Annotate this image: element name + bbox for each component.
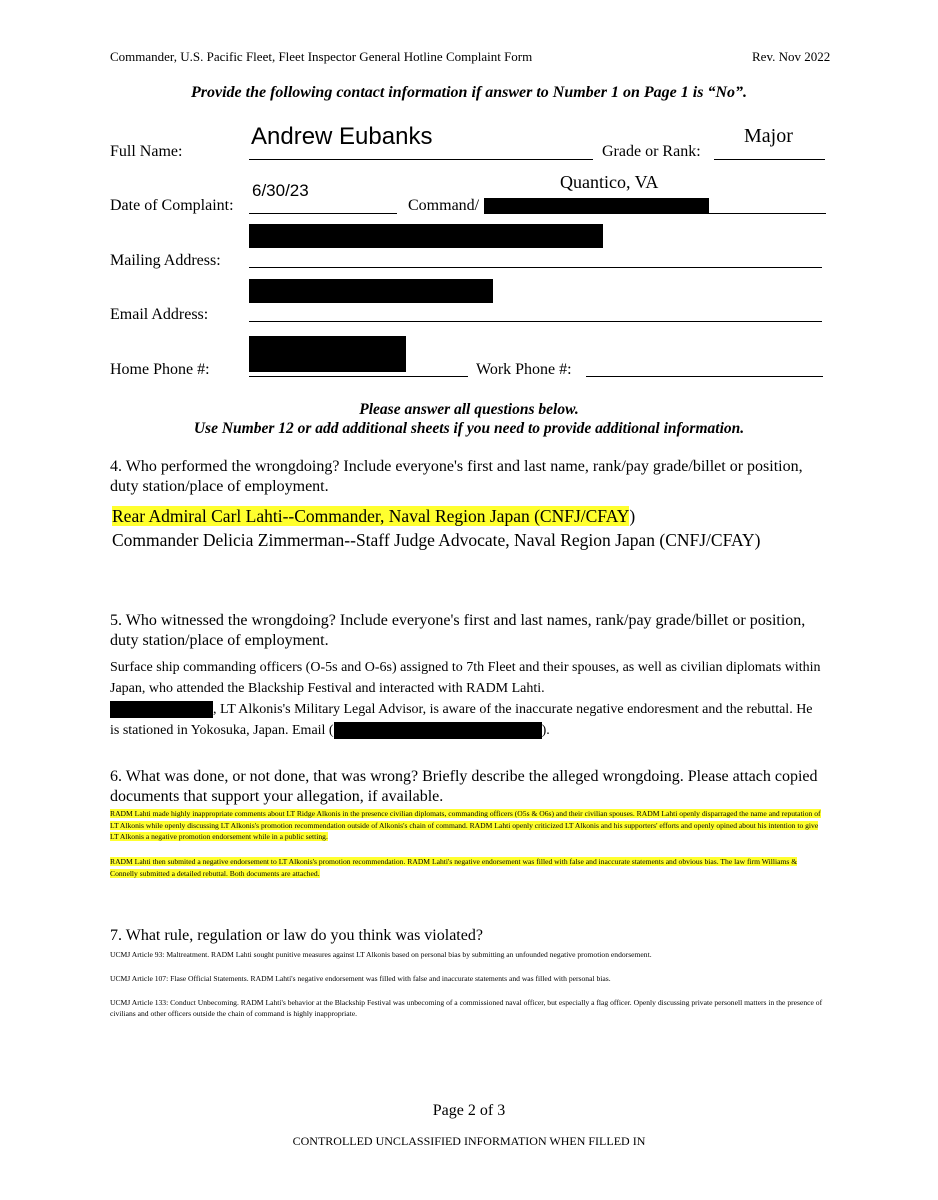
command-value: Quantico, VA — [560, 172, 659, 192]
q7-answer-1: UCMJ Article 93: Maltreatment. RADM Lahti sought punitive measures against LT Alkonis based on personal bias by submitting an unfounded negative promotion endorsement. — [110, 950, 652, 959]
cui-marking: CONTROLLED UNCLASSIFIED INFORMATION WHEN FILLED IN — [292, 1134, 646, 1148]
command-field[interactable] — [484, 213, 826, 214]
form-revision: Rev. Nov 2022 — [752, 49, 831, 64]
witness-email-redaction — [334, 722, 542, 739]
date-value: 6/30/23 — [252, 181, 309, 200]
q6-answer-2-text: RADM Lahti then submited a negative endorsement to LT Alkonis's promotion recommendation. RADM Lahti's negative endorsement was filled with false and inaccurate statements and obvious bias. The law firm Williams & Connelly submitted a detailed rebuttal. Both documents are attached. — [110, 857, 798, 878]
grade-field[interactable] — [714, 159, 825, 160]
mailing-address-field[interactable] — [249, 267, 822, 268]
q5-answer-1: Surface ship commanding officers (O-5s and O-6s) assigned to 7th Fleet and their spouses, as well as civilian diplomats within Japan, who attended the Blackship Festival and interacted with RADM Lahti. — [110, 660, 821, 696]
work-phone-label: Work Phone #: — [476, 361, 572, 378]
q5-answer-2 — [110, 699, 825, 741]
email-field[interactable] — [249, 321, 822, 322]
question-4: 4. Who performed the wrongdoing? Include everyone's first and last name, rank/pay grade/billet or position, duty station/place of employment. — [110, 458, 803, 495]
grade-label: Grade or Rank: — [602, 143, 701, 160]
q5-answer-2-text: , LT Alkonis's Military Legal Advisor, is aware of the inaccurate negative endoresment and the rebuttal. He is stationed in Yokosuka, Japan. Email ( — [110, 702, 813, 738]
mailing-address-redaction — [249, 224, 603, 248]
q6-answer-1 — [110, 808, 822, 843]
q4-answer-1 — [112, 506, 635, 527]
notice-line-1: Please answer all questions below. — [359, 401, 579, 418]
contact-instruction: Provide the following contact information if answer to Number 1 on Page 1 is “No”. — [190, 84, 748, 101]
full-name-value: Andrew Eubanks — [251, 123, 433, 150]
full-name-field[interactable] — [249, 159, 593, 160]
mailing-address-label: Mailing Address: — [110, 252, 221, 269]
q7-answer-3: UCMJ Article 133: Conduct Unbecoming. RADM Lahti's behavior at the Blackship Festival was unbecoming of a commissioned naval officer, but especially a flag officer. Openly discussing private personell matters in the presence of civilians and other officers outside the chain of command is highly inappropriate. — [110, 998, 823, 1018]
command-label: Command/ — [408, 197, 480, 214]
email-label: Email Address: — [110, 306, 209, 323]
q6-answer-1-text: RADM Lahti made highly inappropriate comments about LT Ridge Alkonis in the presence civilian diplomats, commanding officers (O5s & O6s) and their civilian spouses. RADM Lahti openly disparraged the name and reputation of LT Alkonis while openly discussing LT Alkonis's promotion recommendation outside of Alkonis's chain of command. RADM Lahti openly criticized LT Alkonis and his supporters' efforts and openly opined about his intention to give LT Alkonis a negative promotion endorsement while in a public setting. — [110, 809, 821, 841]
page-number: Page 2 of 3 — [432, 1102, 506, 1119]
question-6: 6. What was done, or not done, that was wrong? Briefly describe the alleged wrongdoing. Please attach copied documents that support your allegation, if available. — [110, 768, 818, 805]
email-redaction — [249, 279, 493, 303]
home-phone-label: Home Phone #: — [110, 361, 210, 378]
home-phone-field[interactable] — [249, 376, 468, 377]
date-label: Date of Complaint: — [110, 197, 234, 214]
q7-answer-2: UCMJ Article 107: Flase Official Statements. RADM Lahti's negative endorsement was filled with false and inaccurate statements and was filled with personal bias. — [110, 974, 611, 983]
q5-answer-2-end: ). — [541, 723, 550, 738]
work-phone-field[interactable] — [586, 376, 823, 377]
date-field[interactable] — [249, 213, 397, 214]
grade-value: Major — [744, 125, 793, 147]
notice-line-2: Use Number 12 or add additional sheets if you need to provide additional information. — [193, 420, 745, 437]
q6-answer-2 — [110, 856, 822, 879]
full-name-label: Full Name: — [110, 143, 183, 160]
home-phone-redaction — [249, 336, 406, 372]
form-header-title: Commander, U.S. Pacific Fleet, Fleet Inspector General Hotline Complaint Form — [110, 49, 533, 64]
question-7: 7. What rule, regulation or law do you think was violated? — [110, 927, 483, 944]
question-5: 5. Who witnessed the wrongdoing? Include everyone's first and last names, rank/pay grade/billet or position, duty station/place of employment. — [110, 612, 806, 649]
q4-answer-1-highlight: Rear Admiral Carl Lahti--Commander, Naval Region Japan (CNFJ/CFAY — [112, 506, 630, 526]
witness-name-redaction — [110, 701, 213, 718]
q4-answer-2: Commander Delicia Zimmerman--Staff Judge Advocate, Naval Region Japan (CNFJ/CFAY) — [112, 530, 761, 550]
command-redaction — [484, 198, 709, 213]
q4-answer-1-tail: ) — [629, 506, 636, 526]
